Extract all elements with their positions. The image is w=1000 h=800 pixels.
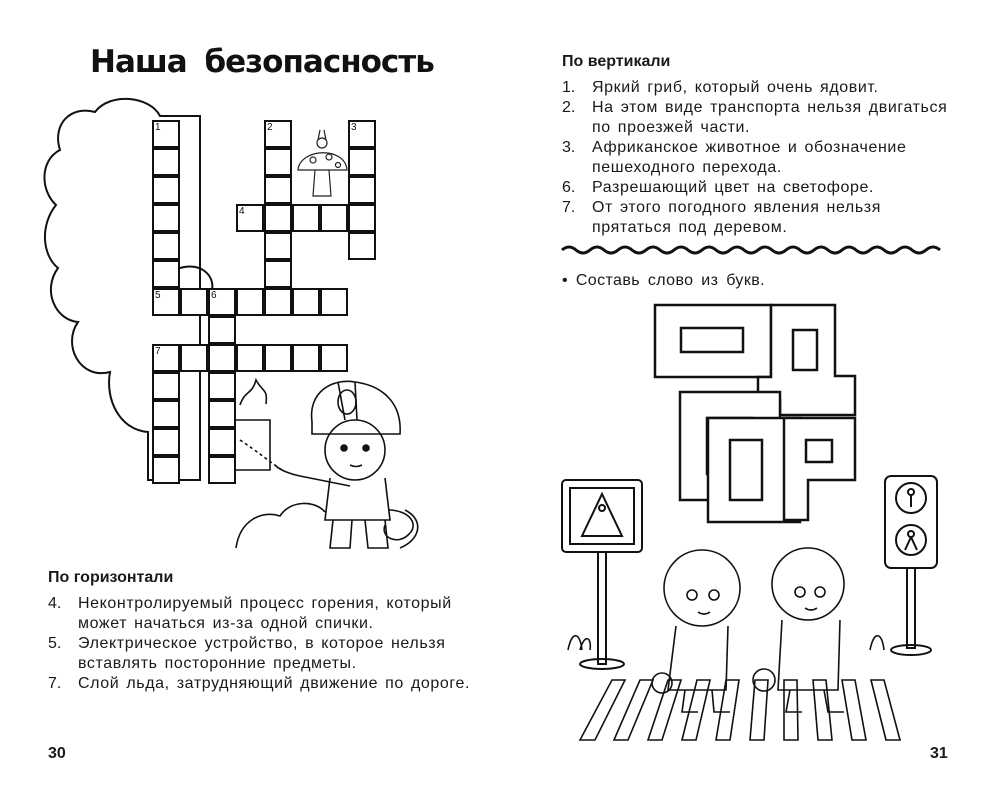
crossword-number: 1 [155,122,161,133]
crossword-cell[interactable] [208,400,236,428]
page-title: Наша безопасность [90,44,434,80]
crossword-cell[interactable] [264,232,292,260]
crossword-cell[interactable] [264,344,292,372]
crossword-number: 4 [239,206,245,217]
crossword-number: 3 [351,122,357,133]
crossword-cell[interactable] [152,372,180,400]
clue-text: Слой льда, затрудняющий движение по дороге. [78,675,471,692]
clue-number: 5. [48,635,62,652]
crossword-cell[interactable] [320,288,348,316]
clue-number: 6. [562,179,576,196]
crossword-cell[interactable] [292,344,320,372]
crossword-cell[interactable] [152,456,180,484]
clue-number: 1. [562,79,576,96]
crossword-cell[interactable] [320,204,348,232]
clue-text: Неконтролируемый процесс горения, который может начаться из-за одной спички. [78,595,452,632]
crossword-cell[interactable] [264,260,292,288]
clue-number: 2. [562,99,576,116]
task-instruction: • Составь слово из букв. [562,272,765,289]
clue-item [562,78,962,98]
crossword-cell[interactable] [264,204,292,232]
crossword-cell[interactable] [152,176,180,204]
clue-number: 7. [48,675,62,692]
clue-text: На этом виде транспорта нельзя двигаться по проезжей части. [592,99,948,136]
crossword-cell[interactable] [348,204,376,232]
crossword-cell[interactable] [208,344,236,372]
clue-text: Электрическое устройство, в которое нельзя вставлять посторонние предметы. [78,635,446,672]
firefighter-illustration [236,380,418,548]
clue-item [48,674,488,694]
page-number-left: 30 [48,745,66,762]
left-illustrations [0,0,500,570]
crossword-cell[interactable] [208,316,236,344]
vertical-heading: По вертикали [562,53,671,70]
crossword-number: 6 [211,290,217,301]
clue-text: Яркий гриб, который очень ядовит. [592,79,879,96]
crossword-cell[interactable] [264,176,292,204]
horizontal-clues [48,568,488,694]
clue-item [562,98,962,138]
crossword-number: 7 [155,346,161,357]
crossword-cell[interactable] [292,204,320,232]
clue-item [48,594,488,634]
horizontal-heading: По горизонтали [48,569,174,586]
clue-text: Африканское животное и обозначение пешеходного перехода. [592,139,907,176]
crossword-cell[interactable] [152,428,180,456]
crossword-cell[interactable] [152,148,180,176]
crossword-cell[interactable] [264,148,292,176]
crossword-cell[interactable] [348,176,376,204]
clue-text: От этого погодного явления нельзя прятаться под деревом. [592,199,881,236]
crossword-cell[interactable] [180,344,208,372]
crossword-cell[interactable] [208,456,236,484]
clue-number: 3. [562,139,576,156]
crossword-cell[interactable] [152,204,180,232]
clue-text: Разрешающий цвет на светофоре. [592,179,875,196]
crossword-cell[interactable] [208,428,236,456]
crossword-cell[interactable] [320,344,348,372]
clue-number: 7. [562,199,576,216]
crossword-cell[interactable] [348,148,376,176]
clue-number: 4. [48,595,62,612]
crossword-cell[interactable] [152,232,180,260]
clue-item [48,634,488,674]
crossword-number: 5 [155,290,161,301]
crossword-cell[interactable] [236,344,264,372]
crossword-cell[interactable] [180,288,208,316]
crossword-cell[interactable] [208,372,236,400]
crossword-cell[interactable] [348,232,376,260]
mushroom-icon [298,130,347,196]
crossword-cell[interactable] [152,260,180,288]
page-number-right: 31 [930,745,948,762]
clue-item [562,178,962,198]
clue-item [562,138,962,178]
crossword-cell[interactable] [152,400,180,428]
clue-item [562,198,962,238]
crossword-cell[interactable] [292,288,320,316]
crossword-number: 2 [267,122,273,133]
crossword-cell[interactable] [264,288,292,316]
crossword-cell[interactable] [236,288,264,316]
vertical-clues [562,52,962,238]
